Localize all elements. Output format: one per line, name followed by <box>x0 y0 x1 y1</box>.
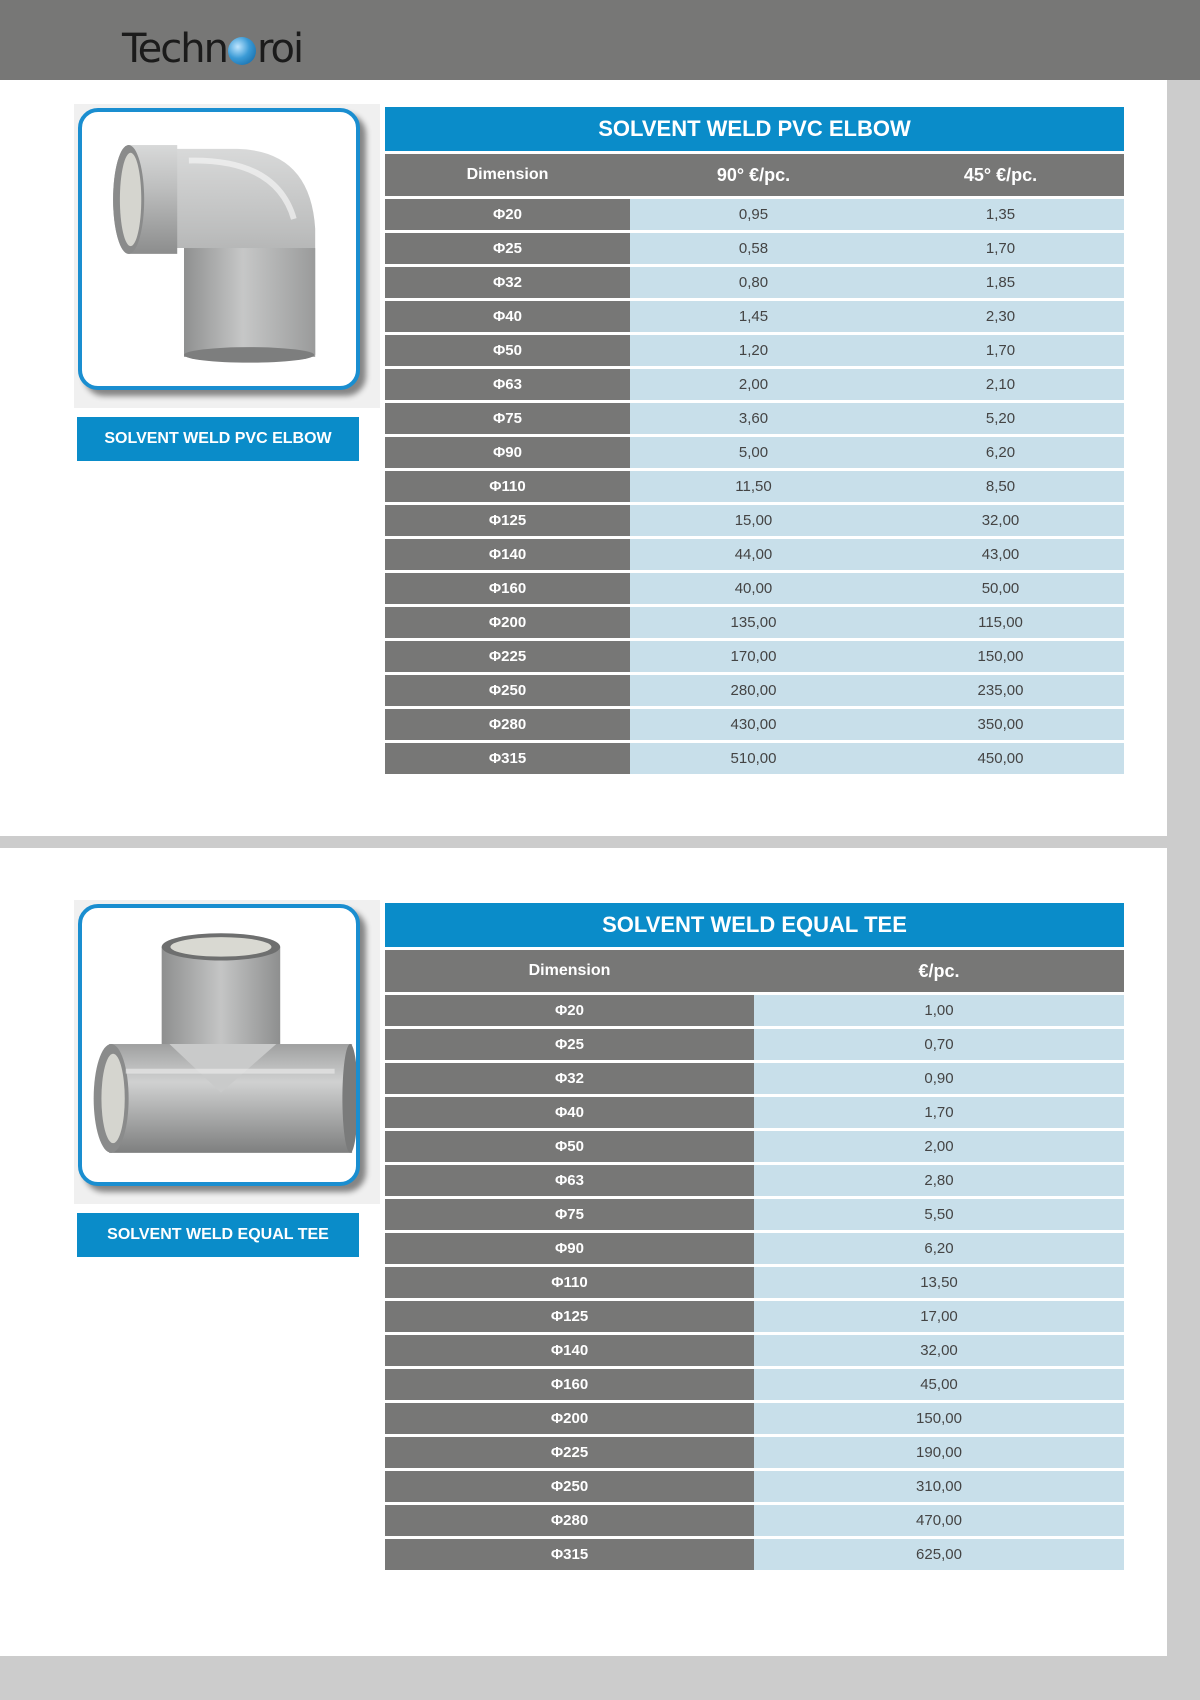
tee-caption: SOLVENT WELD EQUAL TEE <box>77 1213 359 1257</box>
price-cell: 5,50 <box>754 1199 1124 1230</box>
dimension-cell: Φ32 <box>385 267 630 298</box>
table-row <box>385 1131 1124 1162</box>
dimension-cell: Φ125 <box>385 505 630 536</box>
table-row <box>385 1097 1124 1128</box>
price-cell: 350,00 <box>877 709 1124 740</box>
dimension-cell: Φ200 <box>385 1403 754 1434</box>
table-row <box>385 403 1124 434</box>
price-cell: 3,60 <box>630 403 877 434</box>
price-cell: 1,85 <box>877 267 1124 298</box>
dimension-cell: Φ40 <box>385 301 630 332</box>
elbow-table-header <box>385 154 1124 196</box>
table-row <box>385 573 1124 604</box>
price-cell: 15,00 <box>630 505 877 536</box>
price-cell: 190,00 <box>754 1437 1124 1468</box>
tee-photo-card <box>74 900 380 1204</box>
price-cell: 430,00 <box>630 709 877 740</box>
table-row <box>385 641 1124 672</box>
table-row <box>385 1369 1124 1400</box>
dimension-cell: Φ63 <box>385 369 630 400</box>
dimension-cell: Φ40 <box>385 1097 754 1128</box>
tee-table-header <box>385 950 1124 992</box>
dimension-cell: Φ280 <box>385 1505 754 1536</box>
price-cell: 1,70 <box>754 1097 1124 1128</box>
header-price: €/pc. <box>918 960 960 981</box>
price-cell: 310,00 <box>754 1471 1124 1502</box>
price-cell: 32,00 <box>877 505 1124 536</box>
tee-table-body <box>385 995 1124 1570</box>
header-dimension: Dimension <box>466 166 549 183</box>
dimension-cell: Φ75 <box>385 403 630 434</box>
table-row <box>385 437 1124 468</box>
elbow-photo-card <box>74 104 380 408</box>
price-cell: 625,00 <box>754 1539 1124 1570</box>
price-cell: 0,70 <box>754 1029 1124 1060</box>
dimension-cell: Φ125 <box>385 1301 754 1332</box>
price-cell: 0,95 <box>630 199 877 230</box>
header-45-price: 45° €/pc. <box>963 164 1038 185</box>
table-row <box>385 335 1124 366</box>
dimension-cell: Φ63 <box>385 1165 754 1196</box>
dimension-cell: Φ25 <box>385 1029 754 1060</box>
price-cell: 135,00 <box>630 607 877 638</box>
price-cell: 150,00 <box>877 641 1124 672</box>
elbow-table-body <box>385 199 1124 774</box>
table-row <box>385 709 1124 740</box>
table-row <box>385 1437 1124 1468</box>
tee-photo-frame <box>78 904 360 1186</box>
dimension-cell: Φ315 <box>385 1539 754 1570</box>
price-cell: 1,45 <box>630 301 877 332</box>
dimension-cell: Φ160 <box>385 1369 754 1400</box>
price-cell: 5,20 <box>877 403 1124 434</box>
price-cell: 6,20 <box>877 437 1124 468</box>
table-row <box>385 1403 1124 1434</box>
price-cell: 170,00 <box>630 641 877 672</box>
globe-icon <box>228 37 256 65</box>
price-cell: 45,00 <box>754 1369 1124 1400</box>
header-90-price: 90° €/pc. <box>716 164 791 185</box>
price-cell: 50,00 <box>877 573 1124 604</box>
table-row <box>385 267 1124 298</box>
table-row <box>385 1063 1124 1094</box>
logo-text-left: Techn <box>122 26 227 72</box>
header-dimension: Dimension <box>528 962 611 979</box>
price-cell: 0,90 <box>754 1063 1124 1094</box>
price-cell: 235,00 <box>877 675 1124 706</box>
table-row <box>385 1233 1124 1264</box>
table-row <box>385 1029 1124 1060</box>
dimension-cell: Φ250 <box>385 1471 754 1502</box>
dimension-cell: Φ32 <box>385 1063 754 1094</box>
dimension-cell: Φ50 <box>385 335 630 366</box>
dimension-cell: Φ250 <box>385 675 630 706</box>
price-cell: 2,30 <box>877 301 1124 332</box>
dimension-cell: Φ25 <box>385 233 630 264</box>
price-cell: 44,00 <box>630 539 877 570</box>
dimension-cell: Φ315 <box>385 743 630 774</box>
table-row <box>385 369 1124 400</box>
dimension-cell: Φ110 <box>385 471 630 502</box>
pvc-tee-image <box>82 908 356 1182</box>
price-cell: 17,00 <box>754 1301 1124 1332</box>
price-cell: 43,00 <box>877 539 1124 570</box>
table-row <box>385 539 1124 570</box>
price-cell: 450,00 <box>877 743 1124 774</box>
price-cell: 40,00 <box>630 573 877 604</box>
dimension-cell: Φ225 <box>385 1437 754 1468</box>
dimension-cell: Φ20 <box>385 995 754 1026</box>
table-row <box>385 1505 1124 1536</box>
price-cell: 2,00 <box>754 1131 1124 1162</box>
table-row <box>385 743 1124 774</box>
table-row <box>385 233 1124 264</box>
price-cell: 32,00 <box>754 1335 1124 1366</box>
price-cell: 11,50 <box>630 471 877 502</box>
footer-band <box>0 1656 1200 1700</box>
price-cell: 0,58 <box>630 233 877 264</box>
tee-price-table <box>385 903 1124 1573</box>
table-row <box>385 1199 1124 1230</box>
price-cell: 150,00 <box>754 1403 1124 1434</box>
price-cell: 2,00 <box>630 369 877 400</box>
elbow-caption: SOLVENT WELD PVC ELBOW <box>77 417 359 461</box>
table-row <box>385 301 1124 332</box>
table-row <box>385 1301 1124 1332</box>
price-cell: 5,00 <box>630 437 877 468</box>
technoroi-logo[interactable] <box>122 26 302 72</box>
dimension-cell: Φ90 <box>385 437 630 468</box>
table-row <box>385 1335 1124 1366</box>
price-cell: 13,50 <box>754 1267 1124 1298</box>
price-cell: 1,00 <box>754 995 1124 1026</box>
elbow-price-table <box>385 107 1124 777</box>
dimension-cell: Φ20 <box>385 199 630 230</box>
dimension-cell: Φ280 <box>385 709 630 740</box>
dimension-cell: Φ160 <box>385 573 630 604</box>
dimension-cell: Φ200 <box>385 607 630 638</box>
price-cell: 6,20 <box>754 1233 1124 1264</box>
dimension-cell: Φ90 <box>385 1233 754 1264</box>
pvc-elbow-image <box>82 112 356 386</box>
price-cell: 1,70 <box>877 233 1124 264</box>
dimension-cell: Φ140 <box>385 1335 754 1366</box>
dimension-cell: Φ110 <box>385 1267 754 1298</box>
table-row <box>385 1267 1124 1298</box>
table-row <box>385 607 1124 638</box>
section-divider <box>0 836 1167 848</box>
elbow-table-title: SOLVENT WELD PVC ELBOW <box>385 107 1124 151</box>
price-cell: 1,70 <box>877 335 1124 366</box>
price-cell: 510,00 <box>630 743 877 774</box>
price-cell: 470,00 <box>754 1505 1124 1536</box>
logo-text-right: roi <box>256 26 303 72</box>
dimension-cell: Φ225 <box>385 641 630 672</box>
right-margin-strip <box>1167 80 1200 1700</box>
table-row <box>385 199 1124 230</box>
price-cell: 0,80 <box>630 267 877 298</box>
price-cell: 1,20 <box>630 335 877 366</box>
tee-table-title: SOLVENT WELD EQUAL TEE <box>385 903 1124 947</box>
price-cell: 1,35 <box>877 199 1124 230</box>
dimension-cell: Φ50 <box>385 1131 754 1162</box>
table-row <box>385 1539 1124 1570</box>
dimension-cell: Φ75 <box>385 1199 754 1230</box>
table-row <box>385 471 1124 502</box>
price-cell: 115,00 <box>877 607 1124 638</box>
table-row <box>385 675 1124 706</box>
price-cell: 8,50 <box>877 471 1124 502</box>
elbow-photo-frame <box>78 108 360 390</box>
price-cell: 2,80 <box>754 1165 1124 1196</box>
price-cell: 2,10 <box>877 369 1124 400</box>
dimension-cell: Φ140 <box>385 539 630 570</box>
price-cell: 280,00 <box>630 675 877 706</box>
table-row <box>385 1165 1124 1196</box>
table-row <box>385 995 1124 1026</box>
table-row <box>385 1471 1124 1502</box>
table-row <box>385 505 1124 536</box>
